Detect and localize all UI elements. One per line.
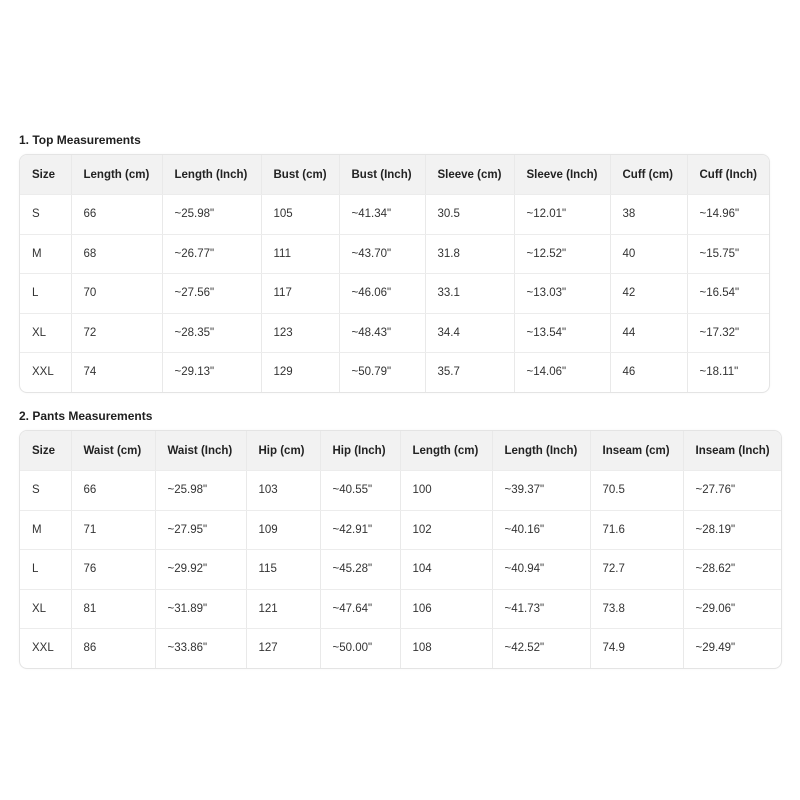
top-measurements-title: 1. Top Measurements (19, 133, 141, 147)
cell-inseam-cm: 74.9 (590, 629, 683, 668)
cell-sleeve-cm: 30.5 (425, 195, 514, 235)
cell-bust-inch: ~48.43" (339, 313, 425, 353)
header-row (20, 431, 781, 471)
cell-length-cm: 74 (71, 353, 162, 392)
cell-sleeve-inch: ~14.06" (514, 353, 610, 392)
cell-sleeve-inch: ~13.03" (514, 274, 610, 314)
cell-bust-inch: ~50.79" (339, 353, 425, 392)
cell-waist-inch: ~25.98" (155, 471, 246, 511)
column-header-inseam-cm: Inseam (cm) (590, 431, 683, 471)
column-header-length-cm: Length (cm) (400, 431, 492, 471)
cell-length-inch: ~42.52" (492, 629, 590, 668)
cell-size: M (20, 510, 71, 550)
table-row (20, 195, 769, 235)
column-header-sleeve-inch: Sleeve (Inch) (514, 155, 610, 195)
cell-inseam-cm: 71.6 (590, 510, 683, 550)
cell-hip-cm: 103 (246, 471, 320, 511)
cell-size: XXL (20, 353, 71, 392)
cell-waist-cm: 71 (71, 510, 155, 550)
cell-sleeve-cm: 35.7 (425, 353, 514, 392)
top-measurements-table-card (19, 154, 770, 393)
cell-length-cm: 70 (71, 274, 162, 314)
cell-cuff-inch: ~15.75" (687, 234, 769, 274)
header-row (20, 155, 769, 195)
cell-size: XXL (20, 629, 71, 668)
cell-inseam-cm: 70.5 (590, 471, 683, 511)
cell-waist-inch: ~27.95" (155, 510, 246, 550)
column-header-sleeve-cm: Sleeve (cm) (425, 155, 514, 195)
cell-length-inch: ~29.13" (162, 353, 261, 392)
pants-measurements-table-card (19, 430, 782, 669)
table-row (20, 274, 769, 314)
cell-waist-inch: ~29.92" (155, 550, 246, 590)
cell-inseam-inch: ~28.62" (683, 550, 781, 590)
cell-size: S (20, 471, 71, 511)
table-row (20, 550, 781, 590)
column-header-waist-inch: Waist (Inch) (155, 431, 246, 471)
cell-cuff-cm: 40 (610, 234, 687, 274)
cell-waist-cm: 86 (71, 629, 155, 668)
table-row (20, 234, 769, 274)
cell-length-cm: 106 (400, 589, 492, 629)
table-row (20, 353, 769, 392)
table-row (20, 471, 781, 511)
cell-bust-inch: ~41.34" (339, 195, 425, 235)
cell-inseam-inch: ~27.76" (683, 471, 781, 511)
cell-length-cm: 72 (71, 313, 162, 353)
cell-hip-cm: 115 (246, 550, 320, 590)
cell-cuff-inch: ~16.54" (687, 274, 769, 314)
cell-hip-inch: ~45.28" (320, 550, 400, 590)
table-body (20, 471, 781, 668)
cell-length-inch: ~26.77" (162, 234, 261, 274)
cell-sleeve-cm: 34.4 (425, 313, 514, 353)
cell-length-cm: 104 (400, 550, 492, 590)
cell-cuff-cm: 46 (610, 353, 687, 392)
table-body (20, 195, 769, 392)
cell-length-inch: ~25.98" (162, 195, 261, 235)
cell-length-inch: ~40.94" (492, 550, 590, 590)
cell-cuff-cm: 42 (610, 274, 687, 314)
cell-waist-inch: ~31.89" (155, 589, 246, 629)
cell-waist-cm: 81 (71, 589, 155, 629)
cell-hip-inch: ~40.55" (320, 471, 400, 511)
cell-waist-cm: 76 (71, 550, 155, 590)
table-row (20, 589, 781, 629)
cell-length-inch: ~39.37" (492, 471, 590, 511)
column-header-bust-inch: Bust (Inch) (339, 155, 425, 195)
cell-cuff-inch: ~14.96" (687, 195, 769, 235)
cell-length-cm: 108 (400, 629, 492, 668)
cell-length-inch: ~28.35" (162, 313, 261, 353)
cell-bust-inch: ~46.06" (339, 274, 425, 314)
cell-cuff-inch: ~18.11" (699, 366, 739, 379)
cell-sleeve-cm: 31.8 (425, 234, 514, 274)
cell-length-cm: 68 (71, 234, 162, 274)
cell-inseam-inch: ~28.19" (683, 510, 781, 550)
cell-length-cm: 100 (400, 471, 492, 511)
cell-bust-inch: ~43.70" (339, 234, 425, 274)
cell-inseam-inch: ~29.06" (683, 589, 781, 629)
cell-hip-cm: 121 (246, 589, 320, 629)
cell-sleeve-cm: 33.1 (425, 274, 514, 314)
cell-length-inch: ~27.56" (162, 274, 261, 314)
cell-waist-inch: ~33.86" (155, 629, 246, 668)
column-header-length-inch: Length (Inch) (492, 431, 590, 471)
cell-bust-cm: 105 (261, 195, 339, 235)
cell-hip-inch: ~47.64" (320, 589, 400, 629)
top-measurements-table (20, 155, 769, 392)
table-header (20, 155, 769, 195)
cell-hip-cm: 127 (246, 629, 320, 668)
cell-size: L (20, 550, 71, 590)
column-header-bust-cm: Bust (cm) (261, 155, 339, 195)
cell-size: XL (20, 313, 71, 353)
cell-inseam-inch: ~29.49" (695, 642, 736, 655)
cell-inseam-cm: 72.7 (590, 550, 683, 590)
cell-size: M (20, 234, 71, 274)
cell-size: XL (20, 589, 71, 629)
table-row (20, 510, 781, 550)
cell-bust-cm: 117 (261, 274, 339, 314)
cell-hip-cm: 109 (246, 510, 320, 550)
table-header (20, 431, 781, 471)
column-header-hip-inch: Hip (Inch) (320, 431, 400, 471)
cell-sleeve-inch: ~13.54" (514, 313, 610, 353)
cell-bust-cm: 123 (261, 313, 339, 353)
pants-measurements-title: 2. Pants Measurements (19, 409, 153, 423)
cell-sleeve-inch: ~12.52" (514, 234, 610, 274)
column-header-size: Size (20, 155, 71, 195)
pants-measurements-table (20, 431, 781, 668)
cell-bust-cm: 111 (261, 234, 339, 274)
column-header-length-inch: Length (Inch) (162, 155, 261, 195)
column-header-inseam-inch: Inseam (Inch) (683, 431, 781, 471)
cell-inseam-cm: 73.8 (590, 589, 683, 629)
table-row (20, 629, 781, 668)
table-row (20, 313, 769, 353)
cell-hip-inch: ~42.91" (320, 510, 400, 550)
column-header-length-cm: Length (cm) (71, 155, 162, 195)
column-header-cuff-cm: Cuff (cm) (610, 155, 687, 195)
column-header-hip-cm: Hip (cm) (246, 431, 320, 471)
cell-length-inch: ~41.73" (492, 589, 590, 629)
cell-length-cm: 66 (71, 195, 162, 235)
cell-size: S (20, 195, 71, 235)
cell-cuff-cm: 38 (610, 195, 687, 235)
cell-hip-inch: ~50.00" (320, 629, 400, 668)
cell-cuff-inch: ~17.32" (687, 313, 769, 353)
column-header-cuff-inch: Cuff (Inch) (687, 155, 769, 195)
cell-bust-cm: 129 (261, 353, 339, 392)
column-header-size: Size (20, 431, 71, 471)
cell-length-inch: ~40.16" (492, 510, 590, 550)
cell-sleeve-inch: ~12.01" (514, 195, 610, 235)
cell-waist-cm: 66 (71, 471, 155, 511)
column-header-waist-cm: Waist (cm) (71, 431, 155, 471)
cell-size: L (20, 274, 71, 314)
cell-length-cm: 102 (400, 510, 492, 550)
cell-cuff-cm: 44 (610, 313, 687, 353)
